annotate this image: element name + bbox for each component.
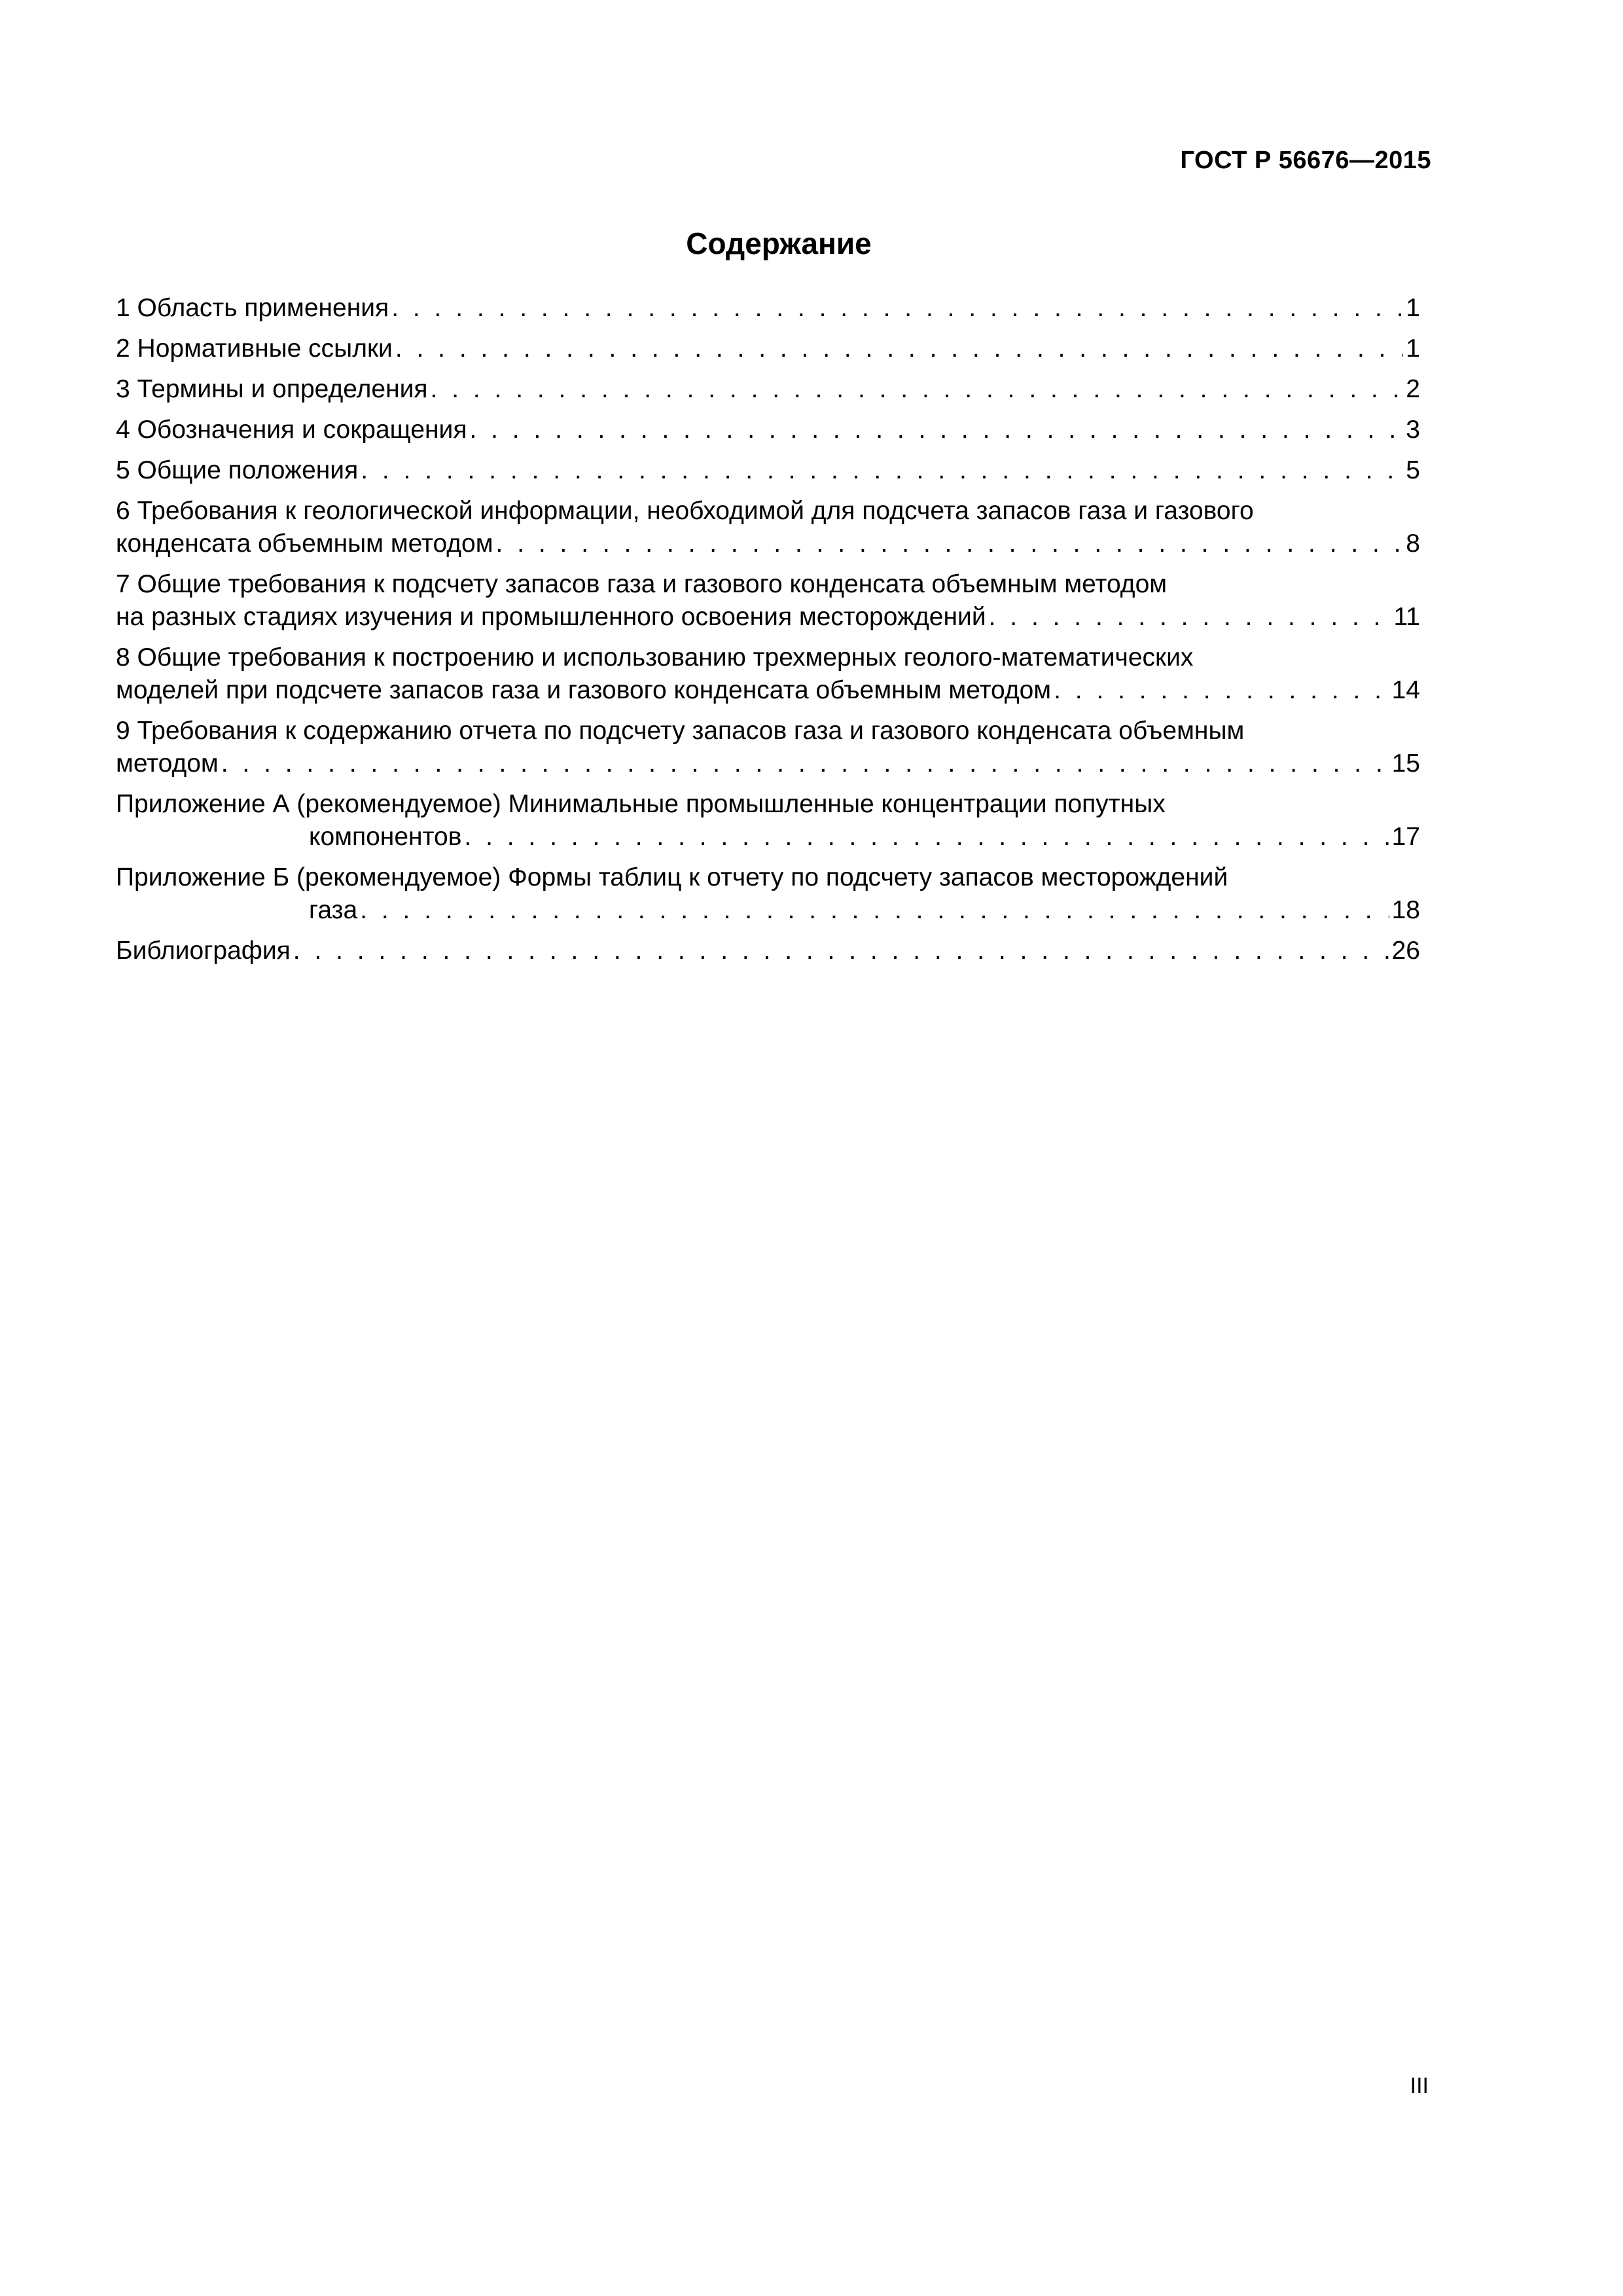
- table-of-contents: [116, 292, 1420, 975]
- toc-entry-title-line2: газа: [309, 896, 358, 924]
- toc-entry-8[interactable]: [116, 641, 1420, 707]
- toc-entry-title-line2: моделей при подсчете запасов газа и газового конденсата объемным методом: [116, 676, 1052, 704]
- dot-leader: [989, 601, 1391, 634]
- toc-page-number: 14: [1391, 676, 1420, 704]
- dot-leader: [469, 414, 1403, 446]
- toc-entry-title-line1: 7 Общие требования к подсчету запасов газа и газового конденсата объемным методом: [116, 570, 1168, 598]
- toc-entry-line: [116, 414, 1420, 446]
- toc-title: Содержание: [686, 226, 872, 260]
- toc-entry-title-line1: Приложение А (рекомендуемое) Минимальные промышленные концентрации попутных: [116, 790, 1166, 818]
- dot-leader: [431, 373, 1404, 406]
- page-number: III: [1410, 2073, 1429, 2098]
- toc-entry-3[interactable]: [116, 373, 1420, 406]
- toc-page-number: 1: [1406, 334, 1420, 363]
- toc-entry-line: [116, 373, 1420, 406]
- toc-entry-appendix-a[interactable]: [116, 788, 1420, 853]
- toc-entry-line: [116, 454, 1420, 487]
- toc-entry-1[interactable]: [116, 292, 1420, 325]
- toc-page-number: 18: [1391, 896, 1420, 924]
- toc-page-number: 3: [1406, 416, 1420, 444]
- toc-entry-5[interactable]: [116, 454, 1420, 487]
- dot-leader: [360, 894, 1389, 927]
- dot-leader: [391, 292, 1403, 325]
- toc-entry-line: [116, 935, 1420, 967]
- toc-entry-appendix-b[interactable]: [116, 861, 1420, 927]
- toc-entry-line: [116, 821, 1420, 853]
- toc-entry-6[interactable]: [116, 495, 1420, 560]
- dot-leader: [221, 747, 1389, 780]
- toc-entry-line: [116, 292, 1420, 325]
- toc-entry-4[interactable]: [116, 414, 1420, 446]
- toc-entry-title-line1: Приложение Б (рекомендуемое) Формы таблиц к отчету по подсчету запасов месторождений: [116, 863, 1228, 891]
- toc-page-number: 8: [1406, 529, 1420, 558]
- dot-leader: [496, 528, 1404, 560]
- dot-leader: [464, 821, 1389, 853]
- document-code: ГОСТ Р 56676—2015: [1180, 147, 1431, 174]
- toc-page-number: 17: [1391, 823, 1420, 851]
- toc-entry-line: [116, 894, 1420, 927]
- toc-entry-title-line1: 6 Требования к геологической информации, необходимой для подсчета запасов газа и газового: [116, 497, 1254, 525]
- dot-leader: [361, 454, 1403, 487]
- toc-page-number: 26: [1391, 937, 1420, 965]
- toc-page-number: 2: [1406, 375, 1420, 403]
- toc-entry-title-line1: 8 Общие требования к построению и использованию трехмерных геолого-математических: [116, 643, 1194, 672]
- toc-entry-title: 1 Область применения: [116, 294, 389, 322]
- toc-entry-title: Библиография: [116, 937, 291, 965]
- toc-entry-line: [116, 601, 1420, 634]
- toc-entry-title-line2: на разных стадиях изучения и промышленного освоения месторождений: [116, 603, 986, 631]
- toc-page-number: 15: [1391, 749, 1420, 778]
- toc-entry-title: 2 Нормативные ссылки: [116, 334, 393, 363]
- toc-entry-title-line2: конденсата объемным методом: [116, 529, 493, 558]
- toc-entry-title-line1: 9 Требования к содержанию отчета по подсчету запасов газа и газового конденсата объемным: [116, 717, 1245, 745]
- toc-entry-2[interactable]: [116, 332, 1420, 365]
- toc-entry-7[interactable]: [116, 568, 1420, 634]
- toc-entry-title: 3 Термины и определения: [116, 375, 428, 403]
- dot-leader: [395, 332, 1403, 365]
- toc-entry-title-line2: компонентов: [309, 823, 462, 851]
- toc-entry-line: [116, 747, 1420, 780]
- toc-entry-title-line2: методом: [116, 749, 219, 778]
- toc-page-number: 1: [1406, 294, 1420, 322]
- toc-entry-title: 5 Общие положения: [116, 456, 359, 484]
- toc-entry-title: 4 Обозначения и сокращения: [116, 416, 467, 444]
- toc-entry-line: [116, 332, 1420, 365]
- toc-page-number: 5: [1406, 456, 1420, 484]
- toc-entry-line: [116, 674, 1420, 707]
- toc-entry-line: [116, 528, 1420, 560]
- dot-leader: [1054, 674, 1389, 707]
- dot-leader: [293, 935, 1389, 967]
- toc-entry-bibliography[interactable]: [116, 935, 1420, 967]
- toc-page-number: 11: [1393, 603, 1420, 631]
- toc-entry-9[interactable]: [116, 715, 1420, 780]
